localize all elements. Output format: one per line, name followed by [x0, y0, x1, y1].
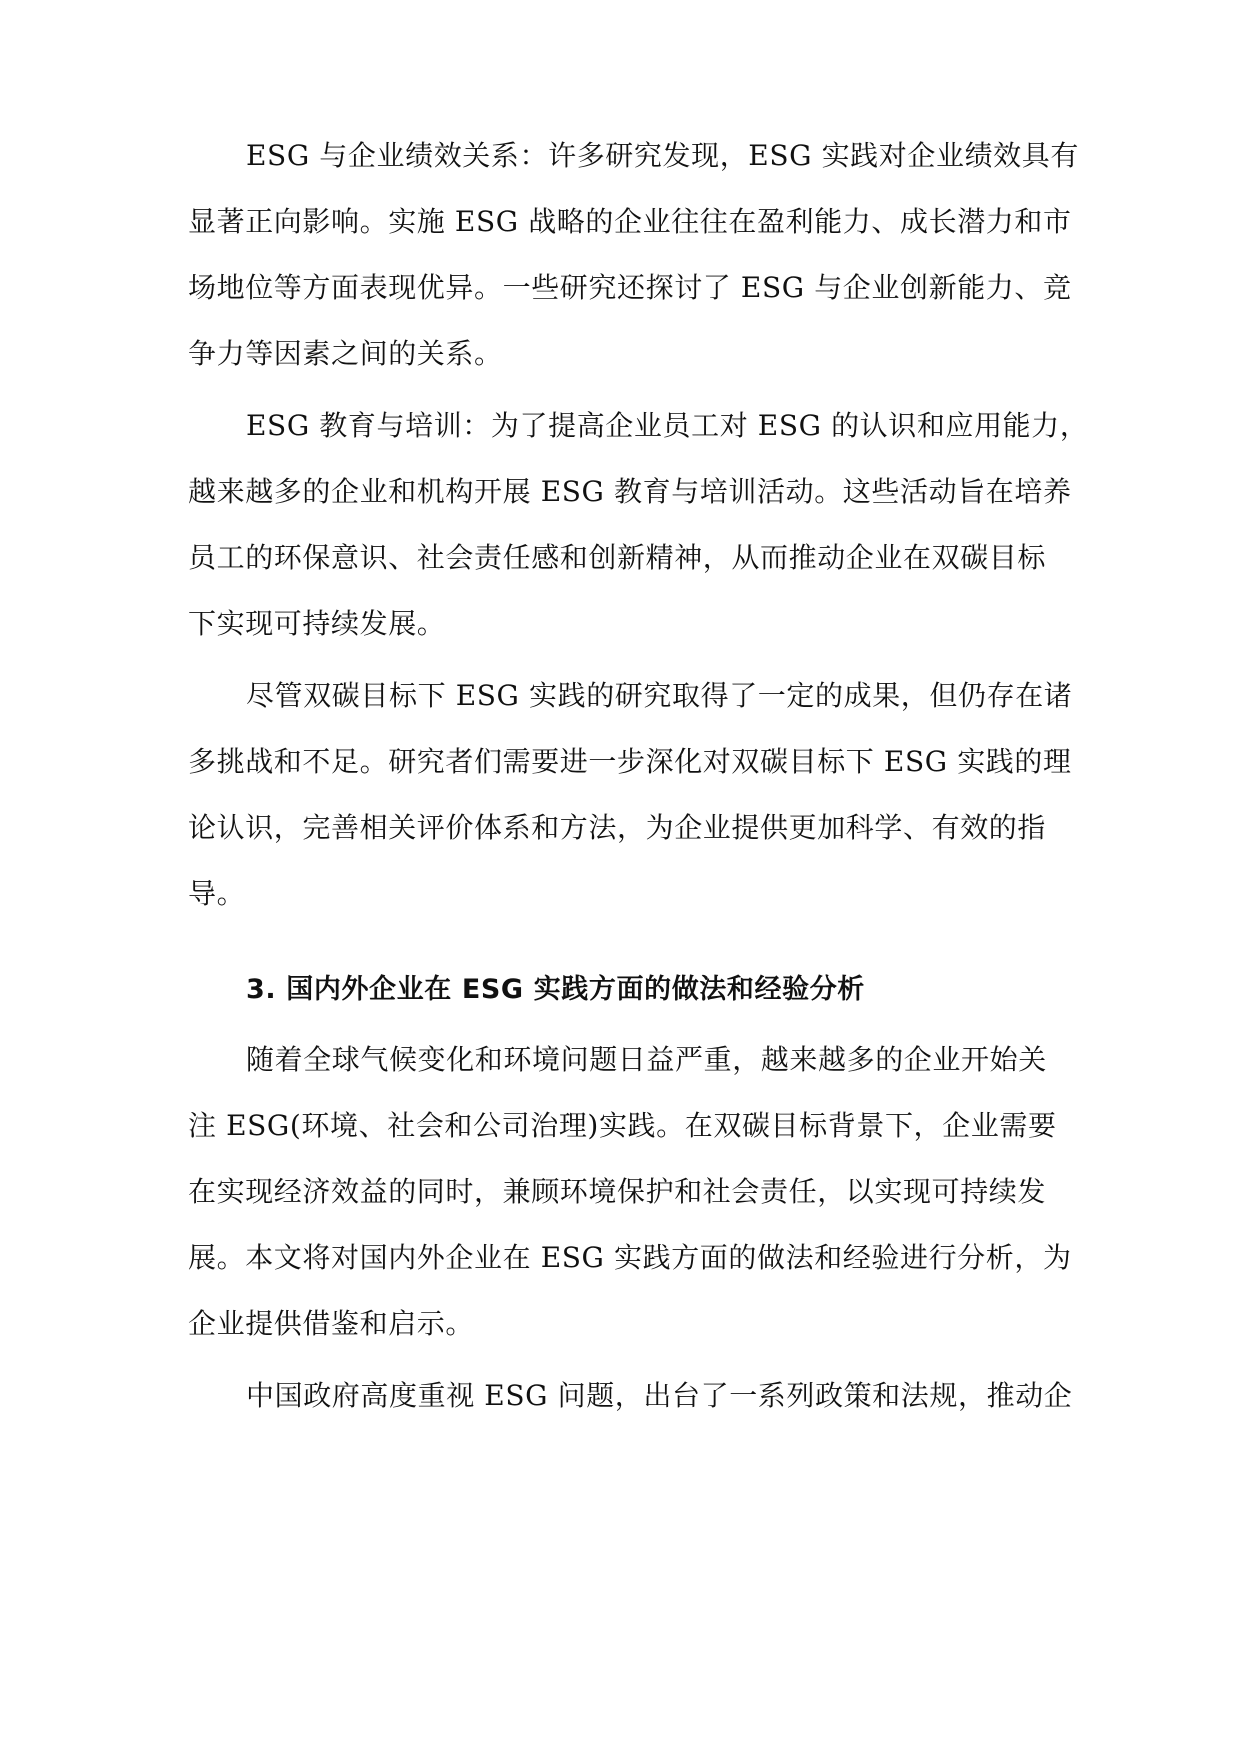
- text-line: 在实现经济效益的同时，兼顾环境保护和社会责任，以实现可持续发: [188, 1175, 1047, 1208]
- text-line: 展。本文将对国内外企业在 ESG 实践方面的做法和经验进行分析，为: [188, 1241, 1072, 1274]
- text-line: 注 ESG(环境、社会和公司治理)实践。在双碳目标背景下，企业需要: [188, 1109, 1057, 1142]
- text-line: 多挑战和不足。研究者们需要进一步深化对双碳目标下 ESG 实践的理: [188, 745, 1072, 778]
- text-line: 企业提供借鉴和启示。: [188, 1307, 475, 1340]
- text-line: 随着全球气候变化和环境问题日益严重，越来越多的企业开始关: [246, 1043, 1047, 1076]
- text-line: 导。: [188, 877, 246, 910]
- text-line: 场地位等方面表现优异。一些研究还探讨了 ESG 与企业创新能力、竞: [188, 271, 1072, 304]
- text-line: 中国政府高度重视 ESG 问题，出台了一系列政策和法规，推动企: [246, 1379, 1073, 1412]
- text-line: ESG 与企业绩效关系：许多研究发现，ESG 实践对企业绩效具有: [246, 139, 1079, 172]
- section-heading: 3. 国内外企业在 ESG 实践方面的做法和经验分析: [246, 974, 865, 1005]
- text-line: 尽管双碳目标下 ESG 实践的研究取得了一定的成果，但仍存在诸: [246, 679, 1073, 712]
- text-line: 员工的环保意识、社会责任感和创新精神，从而推动企业在双碳目标: [188, 541, 1047, 574]
- text-line: 争力等因素之间的关系。: [188, 337, 503, 370]
- text-line: 显著正向影响。实施 ESG 战略的企业往往在盈利能力、成长潜力和市: [188, 205, 1072, 238]
- text-line: ESG 教育与培训：为了提高企业员工对 ESG 的认识和应用能力，: [246, 409, 1089, 442]
- text-line: 越来越多的企业和机构开展 ESG 教育与培训活动。这些活动旨在培养: [188, 475, 1072, 508]
- text-line: 下实现可持续发展。: [188, 607, 446, 640]
- text-line: 论认识，完善相关评价体系和方法，为企业提供更加科学、有效的指: [188, 811, 1047, 844]
